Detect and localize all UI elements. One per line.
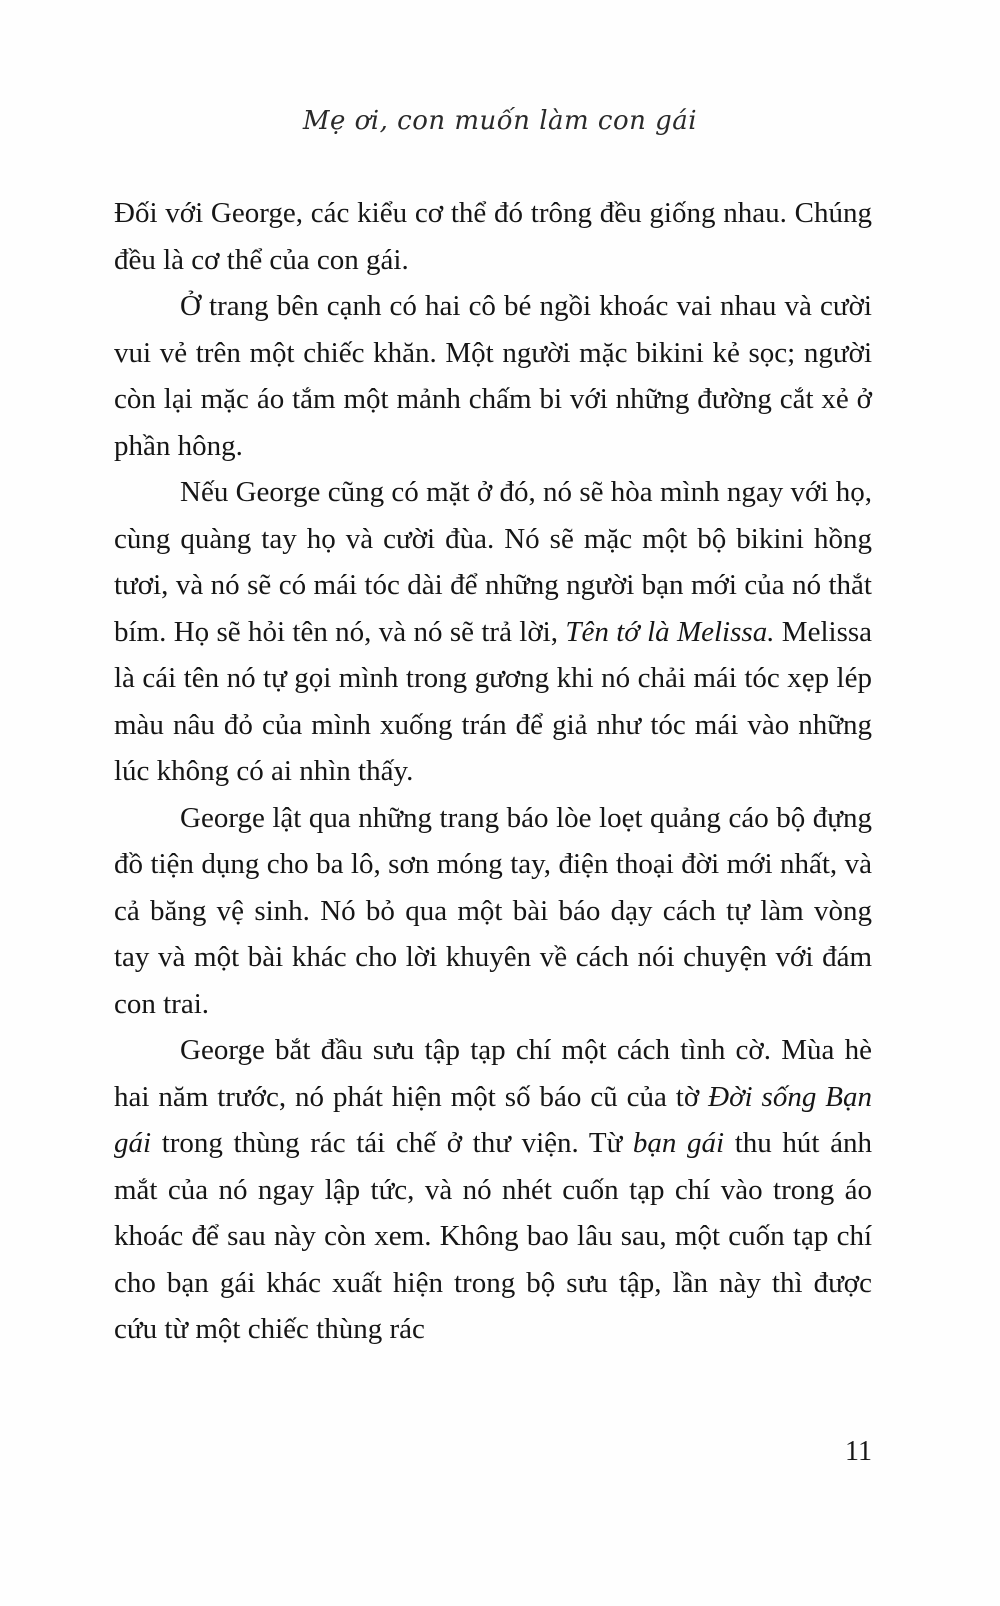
text-segment: thu hút ánh mắt của nó ngay lập tức, và nó nhét cuốn tạp chí vào trong áo khoác để sau này còn xem. Không bao lâu sau, một cuốn tạp chí cho bạn gái khác xuất hiện trong bộ sưu tập, lần này thì được cứu từ một chiếc thùng rác bbox=[114, 1127, 872, 1345]
paragraph bbox=[114, 795, 872, 1028]
paragraph bbox=[114, 469, 872, 795]
paragraph bbox=[114, 190, 872, 283]
text-segment: trong thùng rác tái chế ở thư viện. Từ bbox=[151, 1127, 633, 1159]
text-segment: George lật qua những trang báo lòe loẹt quảng cáo bộ đựng đồ tiện dụng cho ba lô, sơn móng tay, điện thoại đời mới nhất, và cả băng vệ sinh. Nó bỏ qua một bài báo dạy cách tự làm vòng tay và một bài khác cho lời khuyên về cách nói chuyện với đám con trai. bbox=[114, 801, 872, 1020]
text-segment: Đối với George, các kiểu cơ thể đó trông đều giống nhau. Chúng đều là cơ thể của con gái. bbox=[114, 197, 872, 276]
page-number: 11 bbox=[845, 1436, 872, 1467]
body-text bbox=[114, 190, 872, 1353]
text-segment: Ở trang bên cạnh có hai cô bé ngồi khoác vai nhau và cười vui vẻ trên một chiếc khăn. Một người mặc bikini kẻ sọc; người còn lại mặc áo tắm một mảnh chấm bi với những đường cắt xẻ ở phần hông. bbox=[114, 290, 872, 462]
italic-text-segment: Tên tớ là Melissa. bbox=[565, 615, 775, 648]
running-header: Mẹ ơi, con muốn làm con gái bbox=[302, 106, 698, 136]
italic-text-segment: bạn gái bbox=[632, 1127, 725, 1159]
text-segment: Nếu George cũng có mặt ở đó, nó sẽ hòa mình ngay với họ, cùng quàng tay họ và cười đùa. Nó sẽ mặc một bộ bikini hồng tươi, và nó sẽ có mái tóc dài để những người bạn mới của nó thắt bím. Họ sẽ hỏi tên nó, và nó sẽ trả lời, bbox=[114, 476, 872, 648]
text-segment: Melissa là cái tên nó tự gọi mình trong gương khi nó chải mái tóc xẹp lép màu nâu đỏ của mình xuống trán để giả như tóc mái vào những lúc không có ai nhìn thấy. bbox=[114, 615, 873, 787]
paragraph bbox=[114, 1027, 872, 1353]
paragraph bbox=[114, 283, 872, 469]
text-segment: George bắt đầu sưu tập tạp chí một cách tình cờ. Mùa hè hai năm trước, nó phát hiện một số báo cũ của tờ bbox=[114, 1034, 872, 1113]
italic-text-segment: Đời sống Bạn gái bbox=[114, 1080, 872, 1159]
